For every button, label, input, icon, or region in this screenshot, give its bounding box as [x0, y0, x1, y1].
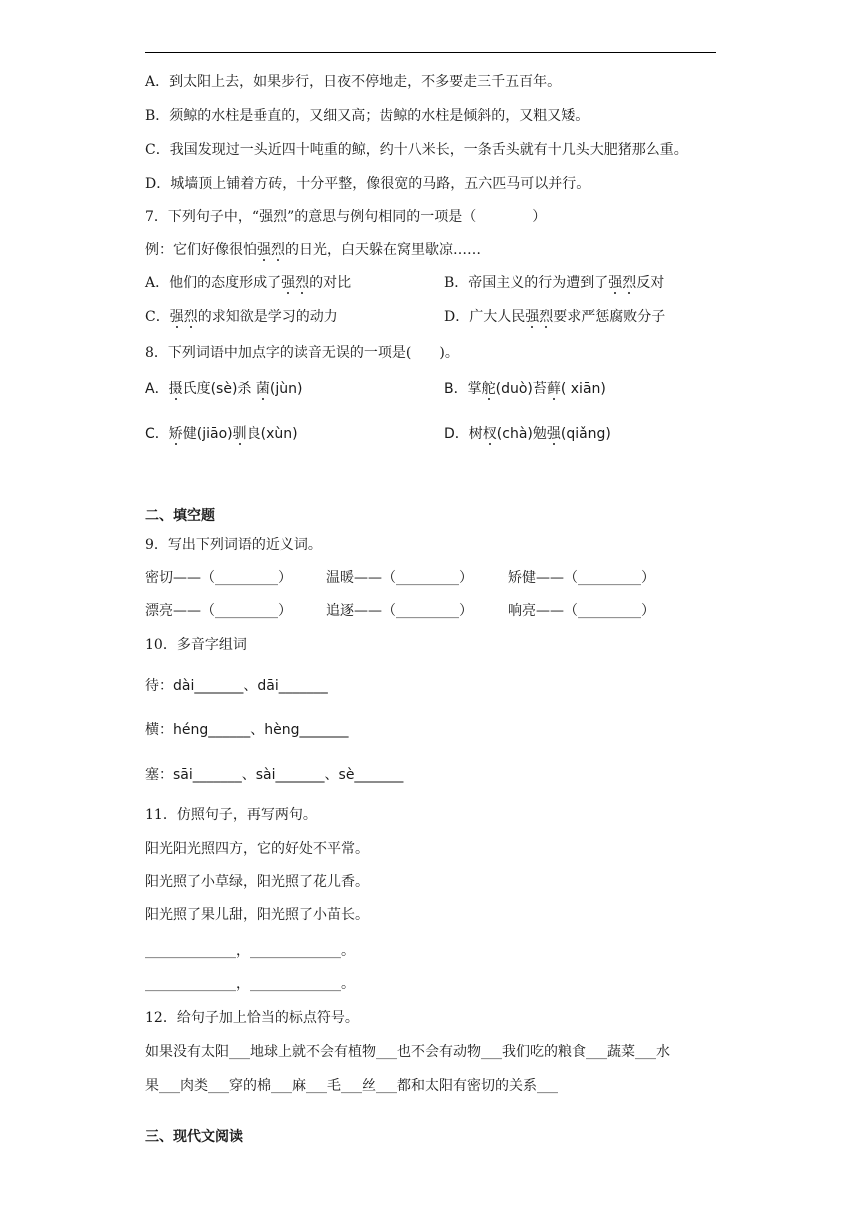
option-text: (duò)苔	[495, 381, 547, 397]
option-text: 的对比	[309, 275, 352, 291]
dotted-char: 强	[169, 309, 184, 325]
q11-blank-line: _____________，_____________。	[145, 976, 355, 992]
q7-option-a	[145, 273, 351, 293]
option-text: C．	[145, 426, 169, 442]
q11-stem: 11．仿照句子，再写两句。	[145, 807, 317, 823]
option-text: B．掌	[444, 381, 482, 397]
dotted-char: 强	[546, 426, 561, 442]
q11-sentence: 阳光照了小草绿，阳光照了花儿香。	[145, 874, 369, 890]
q7-stem: 7．下列句子中，“强烈”的意思与例句相同的一项是（ ）	[145, 209, 547, 225]
dotted-char: 强	[281, 275, 296, 291]
q7-example-text: 的日光，白天躲在窝里歇凉……	[285, 242, 481, 258]
dotted-char: 菌	[255, 381, 270, 397]
q9-item: 密切——（_________）	[145, 570, 292, 586]
section-heading: 二、填空题	[145, 508, 215, 524]
q9-item: 漂亮——（_________）	[145, 603, 292, 619]
dotted-char: 舵	[481, 381, 496, 397]
q11-blank-line: _____________，_____________。	[145, 943, 355, 959]
option-text: 反对	[636, 275, 665, 291]
q6-option-c: C．我国发现过一头近四十吨重的鲸，约十八米长，一条舌头就有十几头大肥猪那么重。	[145, 142, 688, 158]
option-text: A．他们的态度形成了	[145, 275, 282, 291]
q10-line: 待：dài_______、dāi_______	[145, 678, 328, 694]
option-text: D．树	[444, 426, 483, 442]
q12-line: 如果没有太阳___地球上就不会有植物___也不会有动物___我们吃的粮食___蔬菜___水	[145, 1044, 670, 1060]
option-text: (chà)勉	[496, 426, 547, 442]
option-text: 氏度(sè)杀	[182, 381, 256, 397]
dotted-char: 强	[257, 242, 271, 258]
q12-stem: 12．给句子加上恰当的标点符号。	[145, 1010, 359, 1026]
dotted-char: 杈	[482, 426, 497, 442]
dotted-char: 摄	[168, 381, 183, 397]
dotted-char: 强	[525, 309, 540, 325]
q7-example-text: 例：它们好像很怕	[145, 242, 257, 258]
q9-item: 响亮——（_________）	[508, 603, 655, 619]
q10-line: 塞：sāi_______、sài_______、sè_______	[145, 767, 404, 783]
q8-stem: 8．下列词语中加点字的读音无误的一项是( )。	[145, 345, 459, 361]
dotted-char: 烈	[183, 309, 198, 325]
q10-line: 横：héng______、hèng_______	[145, 722, 349, 738]
dotted-char: 烈	[622, 275, 637, 291]
option-text: 要求严惩腐败分子	[553, 309, 666, 325]
q9-item: 矫健——（_________）	[508, 570, 655, 586]
q8-option-c	[145, 424, 298, 444]
option-text: ( xiān)	[560, 381, 606, 397]
dotted-char: 烈	[295, 275, 310, 291]
q6-option-d: D．城墙顶上铺着方砖，十分平整，像很宽的马路，五六匹马可以并行。	[145, 176, 591, 192]
option-text: A．	[145, 381, 169, 397]
q8-option-a	[145, 379, 302, 399]
option-text: (qiǎng)	[560, 426, 611, 442]
q11-sentence: 阳光阳光照四方，它的好处不平常。	[145, 841, 369, 857]
q10-stem: 10．多音字组词	[145, 637, 247, 653]
dotted-char: 烈	[271, 242, 285, 258]
q8-option-b	[444, 379, 606, 399]
q9-item: 温暖——（_________）	[326, 570, 473, 586]
q7-option-c	[145, 307, 338, 327]
q9-item: 追逐——（_________）	[326, 603, 473, 619]
option-text: 良(xùn)	[246, 426, 298, 442]
option-text: 的求知欲是学习的动力	[197, 309, 338, 325]
option-text: C．	[145, 309, 170, 325]
header-rule	[145, 52, 716, 53]
option-text: (jùn)	[269, 381, 303, 397]
dotted-char: 驯	[232, 426, 247, 442]
q6-option-a: A．到太阳上去，如果步行，日夜不停地走，不多要走三千五百年。	[145, 74, 562, 90]
option-text: B．帝国主义的行为遭到了	[444, 275, 609, 291]
q9-stem: 9．写出下列词语的近义词。	[145, 537, 322, 553]
dotted-char: 烈	[539, 309, 554, 325]
q8-option-d	[444, 424, 611, 444]
q7-option-d	[444, 307, 665, 327]
section-heading: 三、现代文阅读	[145, 1129, 243, 1145]
dotted-char: 矫	[168, 426, 183, 442]
q11-sentence: 阳光照了果儿甜，阳光照了小苗长。	[145, 907, 369, 923]
option-text: D．广大人民	[444, 309, 526, 325]
dotted-char: 藓	[546, 381, 561, 397]
q12-line: 果___肉类___穿的棉___麻___毛___丝___都和太阳有密切的关系___	[145, 1078, 558, 1094]
q7-option-b	[444, 273, 664, 293]
dotted-char: 强	[608, 275, 623, 291]
q6-option-b: B．须鲸的水柱是垂直的，又细又高；齿鲸的水柱是倾斜的，又粗又矮。	[145, 108, 590, 124]
q7-example	[145, 240, 481, 260]
option-text: 健(jiāo)	[182, 426, 233, 442]
